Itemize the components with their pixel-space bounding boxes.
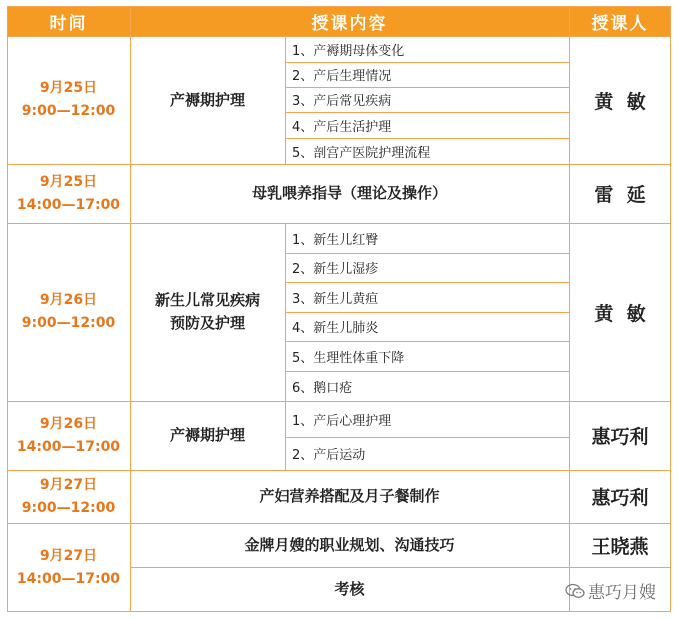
topic-full: 考核 xyxy=(334,580,365,598)
time-text: 9:00—12:00 xyxy=(21,499,116,516)
date-text: 9月26日 xyxy=(39,415,98,432)
grid-line xyxy=(285,282,569,283)
grid-line xyxy=(7,401,671,402)
date-text: 9月27日 xyxy=(39,476,98,493)
topic-line: 预防及护理 xyxy=(169,314,245,332)
topic-full: 金牌月嫂的职业规划、沟通技巧 xyxy=(244,535,455,554)
topic-full: 母乳喂养指导（理论及操作） xyxy=(251,184,447,202)
grid-line xyxy=(7,164,671,165)
grid-line xyxy=(285,341,569,342)
date-text: 9月25日 xyxy=(39,80,98,96)
row-time xyxy=(7,36,130,164)
list-item: 4、产后生活护理 xyxy=(292,119,392,135)
header-teacher: 授课人 xyxy=(569,6,671,36)
teacher-name: 惠巧利 xyxy=(591,487,649,509)
time-text: 14:00—17:00 xyxy=(16,570,121,587)
grid-line xyxy=(569,6,570,612)
teacher-name: 雷 延 xyxy=(594,184,646,206)
grid-line xyxy=(285,437,569,438)
grid-line xyxy=(285,223,286,470)
grid-line xyxy=(7,470,671,471)
grid-line xyxy=(130,567,671,568)
list-item: 1、产褥期母体变化 xyxy=(292,43,405,59)
topic-line: 产褥期护理 xyxy=(169,426,245,444)
time-text: 14:00—17:00 xyxy=(16,196,121,213)
grid-line xyxy=(285,371,569,372)
teacher-name: 惠巧利 xyxy=(591,426,649,448)
row-time xyxy=(7,223,130,401)
grid-line xyxy=(670,6,671,612)
list-item: 5、剖宫产医院护理流程 xyxy=(292,145,431,161)
list-item: 1、新生儿红臀 xyxy=(292,232,379,248)
grid-line xyxy=(285,87,569,88)
teacher-name: 王晓燕 xyxy=(591,535,649,558)
grid-line xyxy=(285,112,569,113)
topic-line: 新生儿常见疾病 xyxy=(154,291,260,309)
row-time xyxy=(7,470,130,523)
grid-line xyxy=(285,253,569,254)
grid-line xyxy=(7,6,671,7)
row-time xyxy=(7,401,130,470)
list-item: 6、鹅口疮 xyxy=(292,380,353,396)
grid-line xyxy=(285,36,286,164)
list-item: 4、新生儿肺炎 xyxy=(292,321,379,336)
grid-line xyxy=(7,523,671,524)
watermark-text: 惠巧月嫂 xyxy=(588,583,656,603)
topic xyxy=(130,223,285,401)
time-text: 14:00—17:00 xyxy=(16,438,121,455)
time-text: 9:00—12:00 xyxy=(21,315,116,331)
topic-line: 产褥期护理 xyxy=(169,90,245,109)
header-time: 时间 xyxy=(7,6,130,36)
watermark xyxy=(565,578,656,603)
date-text: 9月25日 xyxy=(39,173,98,190)
topic xyxy=(130,36,285,164)
date-text: 9月26日 xyxy=(39,292,98,308)
grid-line xyxy=(7,223,671,224)
list-item: 1、产后心理护理 xyxy=(292,413,392,429)
grid-line xyxy=(285,62,569,63)
list-item: 5、生理性体重下降 xyxy=(292,350,405,366)
grid-line xyxy=(7,36,671,37)
list-item: 2、产后运动 xyxy=(292,448,366,463)
topic xyxy=(130,401,285,470)
grid-line xyxy=(285,138,569,139)
grid-line xyxy=(285,312,569,313)
date-text: 9月27日 xyxy=(39,547,98,564)
list-item: 3、产后常见疾病 xyxy=(292,94,392,109)
row-time xyxy=(7,523,130,612)
header-content: 授课内容 xyxy=(130,6,569,36)
list-item: 2、产后生理情况 xyxy=(292,69,392,84)
wechat-icon xyxy=(565,583,585,599)
grid-line xyxy=(7,6,8,612)
list-item: 3、新生儿黄疸 xyxy=(292,291,379,307)
grid-line xyxy=(130,6,131,612)
topic-full: 产妇营养搭配及月子餐制作 xyxy=(259,487,440,505)
teacher-name: 黄 敏 xyxy=(594,302,646,325)
teacher-name: 黄 敏 xyxy=(594,90,646,113)
schedule-table xyxy=(7,6,671,612)
grid-line xyxy=(7,611,671,612)
row-time xyxy=(7,164,130,223)
list-item: 2、新生儿湿疹 xyxy=(292,262,379,277)
time-text: 9:00—12:00 xyxy=(21,103,116,119)
